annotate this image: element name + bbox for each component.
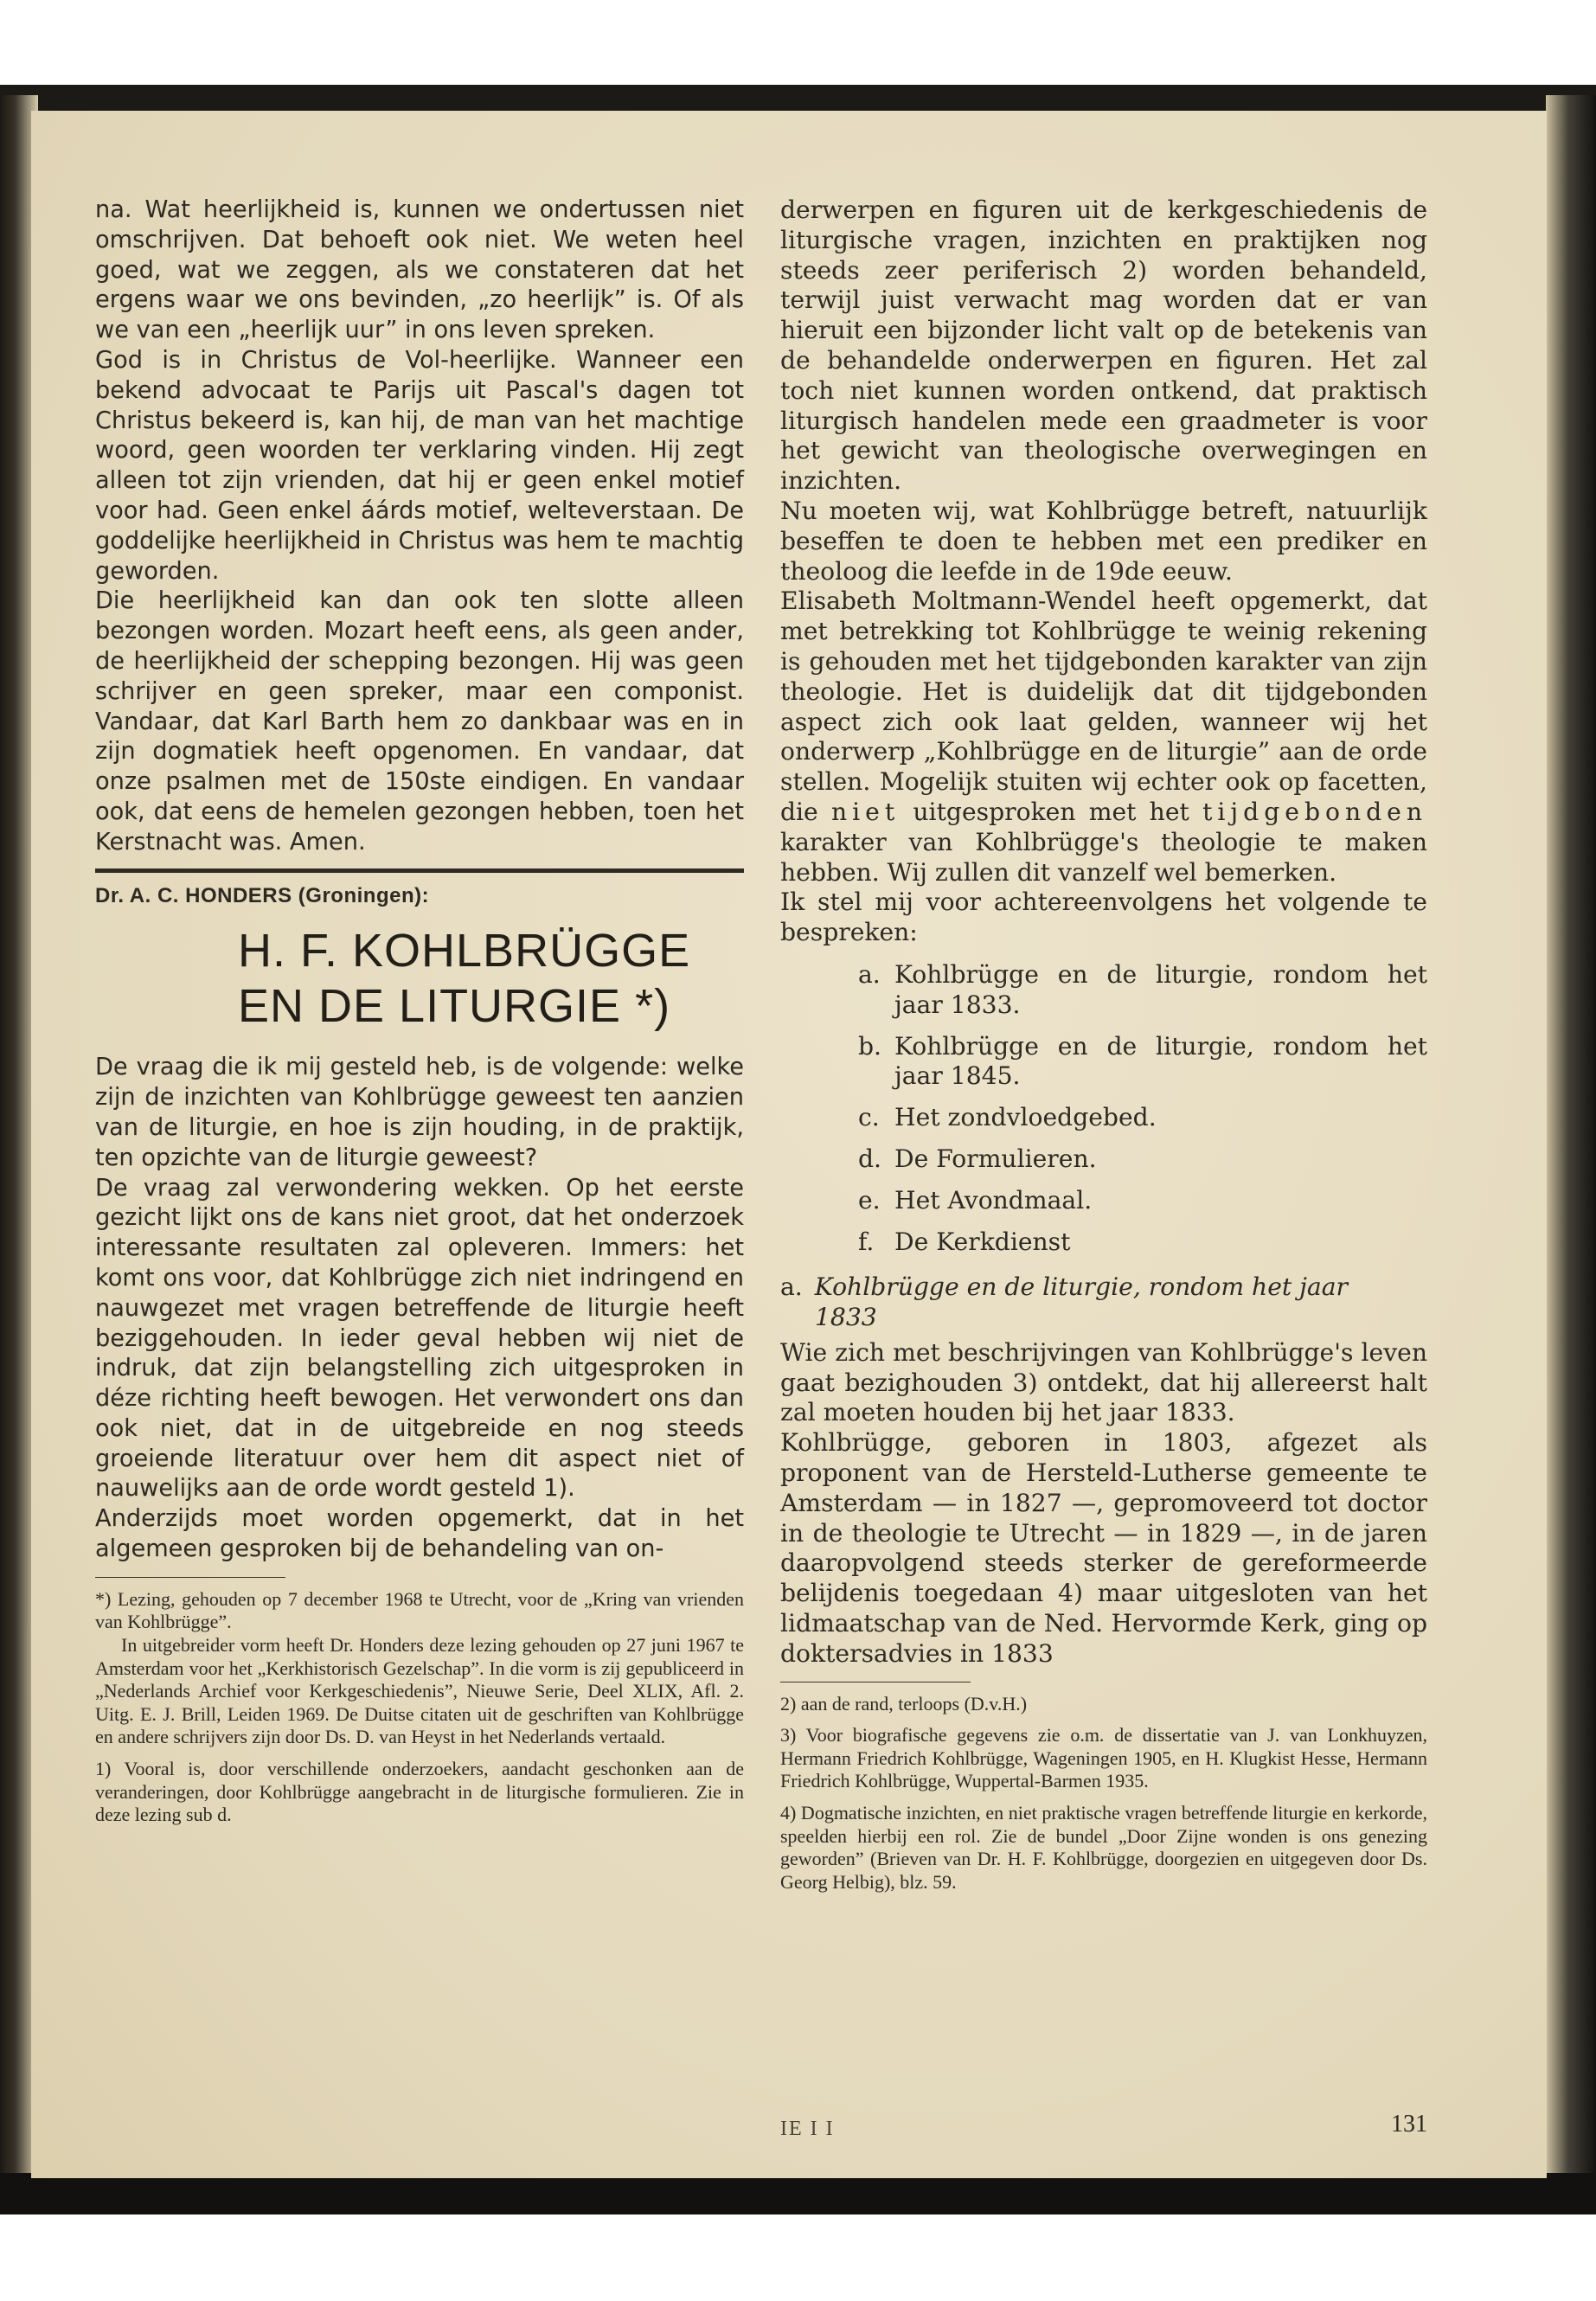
list-text: Het Avondmaal. [894,1185,1093,1215]
list-text: De Kerkdienst [894,1227,1071,1256]
footnote-rule [95,1577,285,1578]
section-marker: a. [780,1272,803,1302]
list-marker: b. [858,1031,882,1061]
list-marker: e. [858,1185,881,1215]
tijdgebonden-text-a: Elisabeth Moltmann-Wendel heeft opgemerkt, dat met betrekking tot Kohlbrügge te weinig rekening is gehouden met het tijdgebonden karakter van zijn theologie. Het is duidelijk dat dit tijdgebonden aspect zich ook laat gelden, wanneer wij het onderwerp „Kohlbrügge en de liturgie” aan de orde stellen. Mogelijk stuiten wij echter ook op facetten, die [780,586,1427,826]
author-byline: Dr. A. C. HONDERS (Groningen): [95,883,430,907]
list-item [858,1186,1427,1216]
scan-top-border [0,85,1596,112]
left-column [95,195,744,1836]
page-number: 131 [1391,2111,1427,2138]
section-title-line-1: Kohlbrügge en de liturgie, rondom het jaar [814,1272,1348,1302]
page-footer [780,2111,1427,2145]
tijdgebonden-paragraph [780,586,1427,888]
article-title-line-1: H. F. KOHLBRÜGGE [238,925,691,977]
article-title [238,923,744,1034]
continued-paragraph-2: Nu moeten wij, wat Kohlbrügge betreft, natuurlijk beseffen te doen te hebben met een prediker en theoloog die leefde in de 19de eeuw. [780,496,1427,586]
footnote-4: 4) Dogmatische inzichten, en niet praktische vragen betreffende liturgie en kerkorde, speelden hierbij een rol. Zie de bundel „Door Zijne wonden is ons genezing geworden” (Brieven van Dr. H. F. Kohlbrügge, doorgezien en uitgegeven door Ds. Georg Helbig), blz. 59. [780,1802,1427,1893]
section-paragraph-2: Kohlbrügge, geboren in 1803, afgezet als proponent van de Hersteld-Lutherse gemeente te Amsterdam — in 1827 —, gepromoveerd tot doctor in de theologie te Utrecht — in 1829 —, in de jaren daaropvolgend steeds sterker de gereformeerde belijdenis toegedaan 4) maar uitgesloten van het lidmaatschap van de Ned. Hervormde Kerk, ging op doktersadvies in 1833 [780,1428,1427,1668]
section-heading-a [780,1272,1427,1333]
list-marker: f. [858,1227,875,1256]
tijdgebonden-text-b: uitgesproken met het [913,797,1189,826]
sermon-paragraph-3: Die heerlijkheid kan dan ook ten slotte alleen bezongen worden. Mozart heeft eens, als geen ander, de heerlijkheid der schepping bezongen. Hij was geen schrijver en geen spreker, maar een componist. Vandaar, dat Karl Barth hem zo dankbaar was en in zijn dogmatiek heeft opgenomen. En vandaar, dat onze psalmen met de 150ste eindigen. En vandaar ook, dat eens de hemelen gezongen hebben, toen het Kerstnacht was. Amen. [95,587,744,856]
tijdgebonden-text-c: karakter van Kohlbrügge's theologie te maken hebben. Wij zullen dit vanzelf wel bemerken. [780,827,1427,887]
footnote-star [95,1588,744,1749]
footnote-star-second: In uitgebreider vorm heeft Dr. Honders deze lezing gehouden op 27 juni 1967 te Amsterdam voor het „Kerkhistorisch Gezelschap”. In die vorm is zij gepubliceerd in „Nederlands Archief voor Kerkgeschiedenis”, Nieuwe Serie, Deel XLIX, Afl. 2. Uitg. E. J. Brill, Leiden 1969. De Duitse citaten uit de geschriften van Kohlbrügge en andere schrijvers zijn door Ds. D. van Heyst in het Nederlands vertaald. [95,1634,744,1748]
scan-right-edge [1546,95,1596,2206]
list-item [858,1103,1427,1133]
list-item [858,1227,1427,1258]
list-text: Kohlbrügge en de liturgie, rondom het jaar 1845. [894,1031,1427,1091]
topic-list [858,960,1427,1257]
footnote-2: 2) aan de rand, terloops (D.v.H.) [780,1692,1028,1715]
right-column [780,195,1427,1902]
list-item [858,1144,1427,1175]
footnote-1: 1) Vooral is, door verschillende onderzoekers, aandacht geschonken aan de veranderingen, door Kohlbrügge aangebracht in de liturgische formulieren. Zie in deze lezing sub d. [95,1758,744,1826]
spaced-word-tijdgebonden: tijdgebonden [1202,797,1427,826]
list-item [858,960,1427,1021]
list-marker: a. [858,959,881,989]
list-text: Kohlbrügge en de liturgie, rondom het jaar 1833. [894,959,1427,1019]
sermon-paragraph-1: na. Wat heerlijkheid is, kunnen we ondertussen niet omschrijven. Dat behoeft ook niet. We weten heel goed, wat we zeggen, als we constateren dat het ergens waar we ons bevinden, „zo heerlijk” is. Of als we van een „heerlijk uur” in ons leven spreken. [95,196,744,344]
article-paragraph-2: De vraag zal verwondering wekken. Op het eerste gezicht lijkt ons de kans niet groot, dat het onderzoek interessante resultaten zal opleveren. Immers: het komt ons voor, dat Kohlbrügge zich niet indringend en nauwgezet met vragen betreffende de liturgie heeft beziggehouden. In ieder geval hebben wij niet de indruk, dat zijn belangstelling zich uitgesproken in déze richting heeft bewogen. Het verwondert ons dan ook niet, dat in de uitgebreide en nog steeds groeiende literatuur over hem dit aspect niet of nauwelijks aan de orde wordt gesteld 1). [95,1174,744,1503]
list-marker: c. [858,1103,880,1132]
list-marker: d. [858,1144,882,1173]
printer-imprint-mark: IE I I [780,2118,835,2140]
section-title-line-2: 1833 [815,1303,877,1332]
list-text: De Formulieren. [894,1144,1097,1173]
scan-bottom-border [0,2173,1596,2214]
list-text: Het zondvloedgebed. [894,1103,1157,1132]
section-divider [95,868,744,873]
article-paragraph-3: Anderzijds moet worden opgemerkt, dat in het algemeen gesproken bij de behandeling van on- [95,1505,744,1563]
continued-paragraph-1: derwerpen en figuren uit de kerkgeschiedenis de liturgische vragen, inzichten en praktijken nog steeds zeer periferisch 2) worden behandeld, terwijl juist verwacht mag worden dat er van hieruit een bijzonder licht valt op de betekenis van de behandelde onderwerpen en figuren. Het zal toch niet kunnen worden ontkend, dat praktisch liturgisch handelen mede een graadmeter is voor het gewicht van theologische overwegingen en inzichten. [780,195,1427,496]
article-paragraph-1: De vraag die ik mij gesteld heb, is de volgende: welke zijn de inzichten van Kohlbrügge geweest ten aanzien van de liturgie, en hoe is zijn houding, in de praktijk, ten opzichte van de liturgie geweest? [95,1054,744,1171]
footnote-star-first: *) Lezing, gehouden op 7 december 1968 te Utrecht, voor de „Kring van vrienden van Kohlbrügge”. [95,1587,744,1633]
list-item [858,1032,1427,1093]
section-paragraph-1: Wie zich met beschrijvingen van Kohlbrügge's leven gaat bezighouden 3) ontdekt, dat hij allereerst halt zal moeten houden bij het jaar 1833. [780,1337,1427,1427]
sermon-paragraph-2: God is in Christus de Vol-heerlijke. Wanneer een bekend advocaat te Parijs uit Pascal's dagen tot Christus bekeerd is, kan hij, de man van het machtige woord, geen woorden ter verklaring vinden. Hij zegt alleen tot zijn vrienden, dat hij er geen enkel motief voor had. Geen enkel áárds motief, welteverstaan. De goddelijke heerlijkheid in Christus was hem te machtig geworden. [95,346,744,585]
article-title-line-2: EN DE LITURGIE *) [238,980,671,1033]
footnote-3: 3) Voor biografische gegevens zie o.m. de dissertatie van J. van Lonkhuyzen, Hermann Friedrich Kohlbrügge, Wageningen 1905, en H. Klugkist Hesse, Hermann Friedrich Kohlbrügge, Wuppertal-Barmen 1935. [780,1724,1427,1792]
list-intro: Ik stel mij voor achtereenvolgens het volgende te bespreken: [780,888,1427,947]
spaced-word-niet: niet [830,797,901,826]
